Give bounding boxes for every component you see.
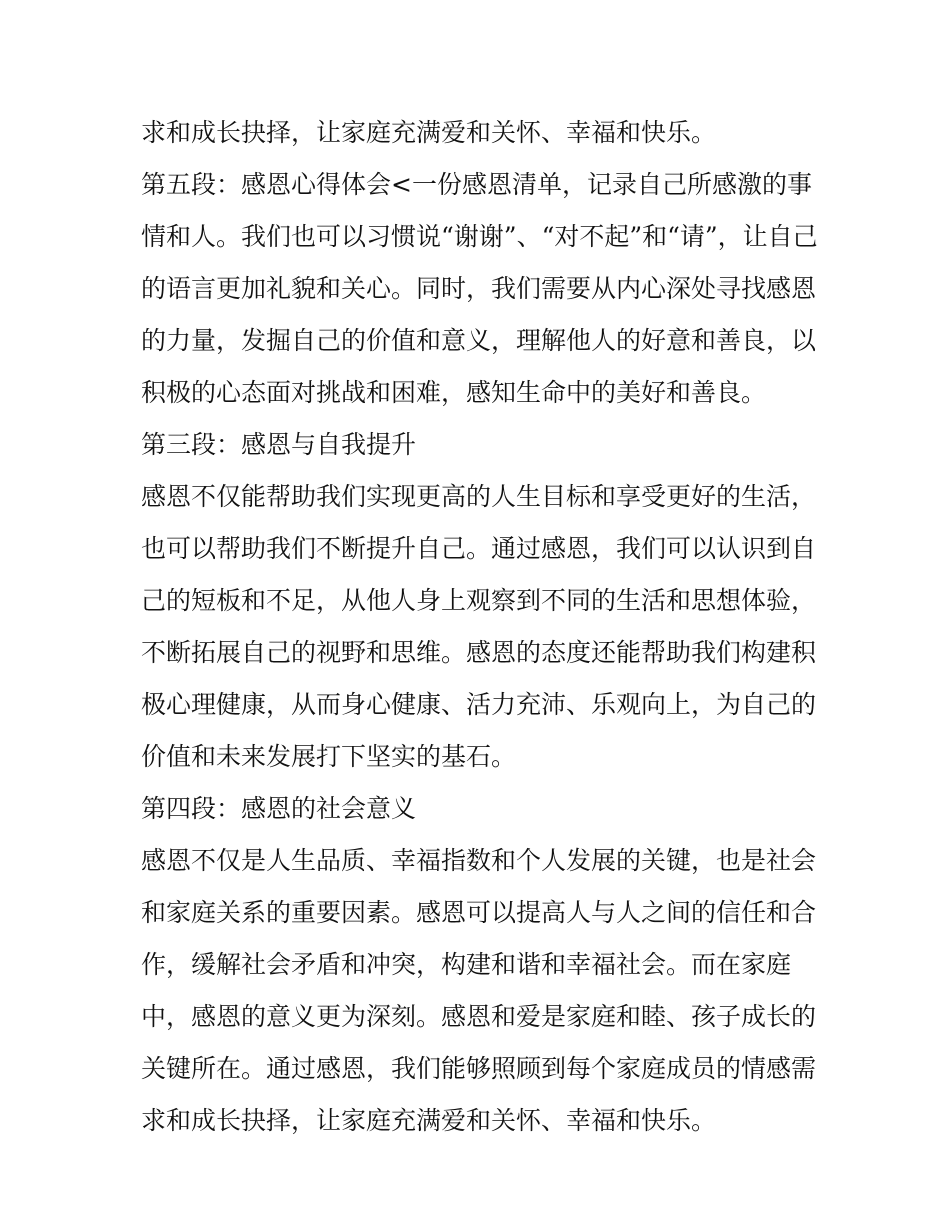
text-line: 感恩不仅是人生品质、幸福指数和个人发展的关键，也是社会: [141, 846, 817, 875]
text-line: 感恩不仅能帮助我们实现更高的人生目标和享受更好的生活，: [141, 482, 817, 511]
text-line: 己的短板和不足，从他人身上观察到不同的生活和思想体验，: [141, 586, 817, 615]
text-line: 关键所在。通过感恩，我们能够照顾到每个家庭成员的情感需: [141, 1054, 817, 1083]
text-line: 求和成长抉择，让家庭充满爱和关怀、幸福和快乐。: [141, 1106, 717, 1135]
text-line: 的力量，发掘自己的价值和意义，理解他人的好意和善良，以: [141, 326, 817, 355]
text-line: 和家庭关系的重要因素。感恩可以提高人与人之间的信任和合: [141, 898, 817, 927]
text-line: 不断拓展自己的视野和思维。感恩的态度还能帮助我们构建积: [141, 638, 817, 667]
text-line: 积极的心态面对挑战和困难，感知生命中的美好和善良。: [141, 378, 767, 407]
text-line: 中，感恩的意义更为深刻。感恩和爱是家庭和睦、孩子成长的: [141, 1002, 817, 1031]
text-line: 的语言更加礼貌和关心。同时，我们需要从内心深处寻找感恩: [141, 274, 817, 303]
section-heading: 第四段：感恩的社会意义: [141, 794, 417, 823]
section-heading: 第三段：感恩与自我提升: [141, 430, 417, 459]
document-body: [141, 107, 821, 1147]
text-line: 极心理健康，从而身心健康、活力充沛、乐观向上，为自己的: [141, 690, 817, 719]
section-heading-line: 第五段：感恩心得体会<一份感恩清单，记录自己所感激的事: [141, 170, 812, 199]
text-line: 也可以帮助我们不断提升自己。通过感恩，我们可以认识到自: [141, 534, 817, 563]
text-line: 作，缓解社会矛盾和冲突，构建和谐和幸福社会。而在家庭: [141, 950, 792, 979]
text-line: 情和人。我们也可以习惯说“谢谢”、“对不起”和“请”，让自己: [141, 222, 818, 251]
text-line: 求和成长抉择，让家庭充满爱和关怀、幸福和快乐。: [141, 118, 717, 147]
text-line: 价值和未来发展打下坚实的基石。: [141, 742, 517, 771]
